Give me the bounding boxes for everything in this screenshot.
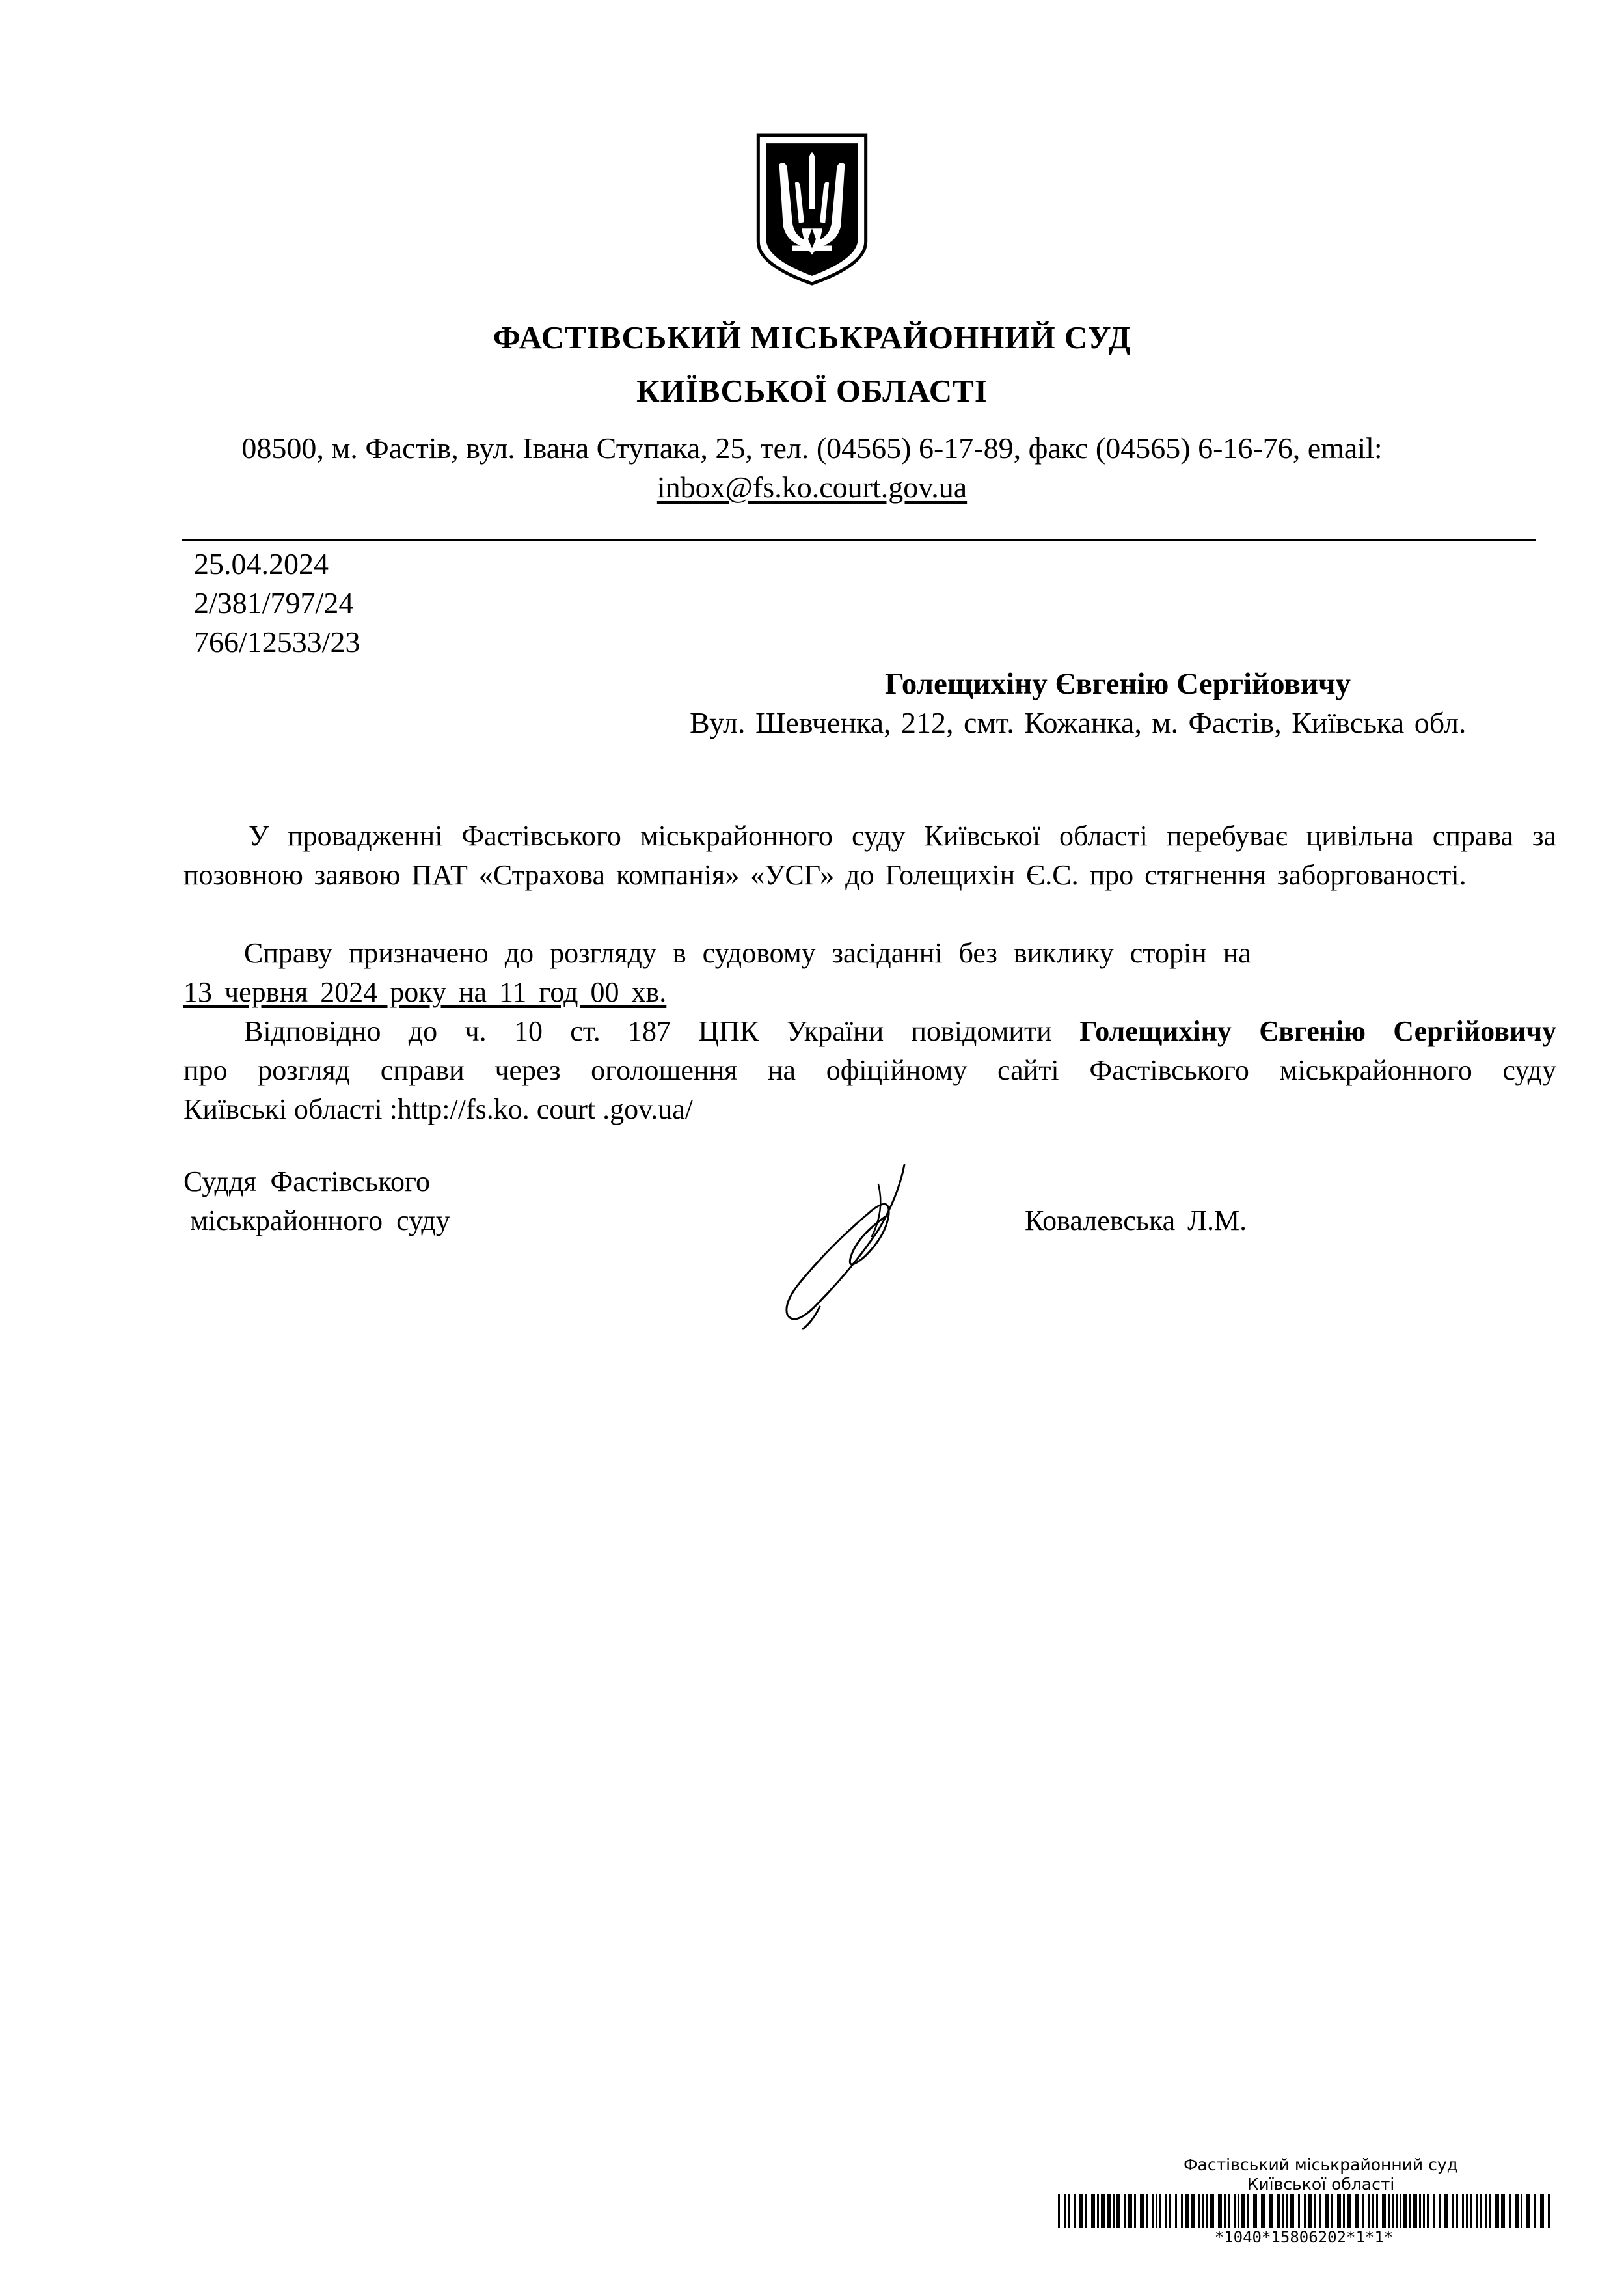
barcode-bar <box>1362 2194 1364 2228</box>
court-name-line-1: ФАСТІВСЬКИЙ МІСЬКРАЙОННИЙ СУД <box>493 320 1131 355</box>
barcode-bar <box>1113 2194 1115 2228</box>
stamp-court-name: Фастівський міськрайонний суд <box>1184 2155 1458 2174</box>
barcode-bar <box>1107 2194 1111 2228</box>
barcode-bar <box>1456 2194 1458 2228</box>
barcode-bar <box>1277 2194 1280 2228</box>
barcode-bar <box>1241 2194 1245 2228</box>
barcode-bar <box>1337 2194 1341 2228</box>
barcode-bar <box>1286 2194 1288 2228</box>
barcode-bar <box>1480 2194 1482 2228</box>
barcode-bar <box>1091 2194 1095 2228</box>
barcode-bar <box>1466 2194 1468 2228</box>
barcode-bar <box>1501 2194 1505 2228</box>
barcode-bar <box>1234 2194 1236 2228</box>
barcode-bar <box>1400 2194 1401 2228</box>
barcode-bar <box>1191 2194 1195 2228</box>
barcode-bar <box>1116 2194 1120 2228</box>
barcode-bar <box>1320 2194 1321 2228</box>
barcode-bar <box>1526 2194 1530 2228</box>
barcode-number: *1040*15806202*1*1* <box>1214 2228 1394 2246</box>
barcode-bar <box>1198 2194 1200 2228</box>
barcode-bar <box>1165 2194 1167 2228</box>
barcode-bar <box>1515 2194 1519 2228</box>
barcode-bar <box>1433 2194 1435 2228</box>
barcode-bar <box>1308 2194 1312 2228</box>
barcode-bar <box>1068 2194 1070 2228</box>
case-number: 766/12533/23 <box>194 625 360 659</box>
barcode-bar <box>1470 2194 1472 2228</box>
barcode-bar <box>1175 2194 1177 2228</box>
judge-title-line-2: міськрайонного суду <box>190 1205 450 1236</box>
barcode-bar <box>1476 2194 1478 2228</box>
body-paragraph-2: Справу призначено до розгляду в судовому засіданні без виклику сторін на <box>244 937 1251 969</box>
barcode-bar <box>1238 2194 1239 2228</box>
judge-name: Ковалевська Л.М. <box>1025 1205 1247 1236</box>
barcode-bar <box>1218 2194 1222 2228</box>
barcode-bar <box>1290 2194 1294 2228</box>
barcode-bar <box>1444 2194 1448 2228</box>
barcode-bar <box>1247 2194 1249 2228</box>
barcode-bar <box>1521 2194 1522 2228</box>
barcode-bar <box>1314 2194 1316 2228</box>
court-email-line <box>0 470 1624 504</box>
barcode-bar <box>1134 2194 1136 2228</box>
barcode-bar <box>1304 2194 1306 2228</box>
court-name-line-2: КИЇВСЬКОЇ ОБЛАСТІ <box>636 373 988 409</box>
court-email-link[interactable]: inbox@fs.ko.court.gov.ua <box>656 470 968 504</box>
signature-icon <box>774 1158 930 1334</box>
barcode-bar <box>1413 2194 1417 2228</box>
barcode-bar <box>1101 2194 1105 2228</box>
barcode-bar <box>1372 2194 1374 2228</box>
barcode-bar <box>1388 2194 1390 2228</box>
body-paragraph-3-name: Голещихіну Євгенію Сергійовичу <box>1079 1015 1557 1047</box>
barcode-bar <box>1439 2194 1441 2228</box>
stamp-region: Київської області <box>1247 2175 1395 2194</box>
barcode-bar <box>1343 2194 1345 2228</box>
barcode-bar <box>1079 2194 1083 2228</box>
barcode-bar <box>1347 2194 1351 2228</box>
barcode-bar <box>1419 2194 1421 2228</box>
barcode-bar <box>1331 2194 1333 2228</box>
barcode-bar <box>1185 2194 1189 2228</box>
barcode-bar <box>1202 2194 1204 2228</box>
barcode-bar <box>1298 2194 1300 2228</box>
barcode-bar <box>1495 2194 1499 2228</box>
barcode-bar <box>1282 2194 1284 2228</box>
barcode-bar <box>1534 2194 1536 2228</box>
barcode-bar <box>1228 2194 1230 2228</box>
barcode-bar <box>1403 2194 1407 2228</box>
barcode-bar <box>1156 2194 1157 2228</box>
barcode-bar <box>1097 2194 1099 2228</box>
barcode-bar <box>1124 2194 1126 2228</box>
hearing-date: 13 червня 2024 року на 11 год 00 хв. <box>183 976 667 1008</box>
barcode-bar <box>1376 2194 1378 2228</box>
barcode-bar <box>1146 2194 1148 2228</box>
barcode-bar <box>1159 2194 1161 2228</box>
barcode-bar <box>1409 2194 1411 2228</box>
barcode-bar <box>1085 2194 1087 2228</box>
judge-title-line-1: Суддя Фастівського <box>183 1165 430 1197</box>
addressee-address: Вул. Шевченка, 212, смт. Кожанка, м. Фастів, Київська обл. <box>690 706 1467 739</box>
barcode-bar <box>1064 2194 1066 2228</box>
barcode-bar <box>1210 2194 1214 2228</box>
barcode-bar <box>1269 2194 1273 2228</box>
barcode-bar <box>1169 2194 1171 2228</box>
barcode-bar <box>1058 2194 1060 2228</box>
body-paragraph-3-line-1 <box>244 1012 1556 1051</box>
barcode-bar <box>1368 2194 1370 2228</box>
barcode-bar <box>1355 2194 1359 2228</box>
coat-of-arms-icon <box>753 130 871 288</box>
barcode-bar <box>1489 2194 1491 2228</box>
barcode-bar <box>1181 2194 1183 2228</box>
barcode-bar <box>1485 2194 1487 2228</box>
barcode-bar <box>1427 2194 1429 2228</box>
barcode-bar <box>1152 2194 1154 2228</box>
outgoing-number: 2/381/797/24 <box>194 586 354 620</box>
barcode-bar <box>1452 2194 1454 2228</box>
barcode-bar <box>1396 2194 1398 2228</box>
barcode-bar <box>1140 2194 1144 2228</box>
barcode-bar <box>1382 2194 1386 2228</box>
barcode-bar <box>1261 2194 1265 2228</box>
barcode-bar <box>1224 2194 1226 2228</box>
barcode-bar <box>1392 2194 1394 2228</box>
barcode-icon <box>1057 2194 1551 2228</box>
body-paragraph-1: У провадженні Фастівського міськрайонного суду Київської області перебуває цивільна справа за позовною заявою ПАТ «Страхова компанія» «УСГ» до Голещихін Є.С. про стягнення заборгованості. <box>183 820 1556 891</box>
header-divider <box>182 539 1536 541</box>
barcode-bar <box>1325 2194 1329 2228</box>
barcode-bar <box>1548 2194 1550 2228</box>
barcode-bar <box>1540 2194 1544 2228</box>
body-paragraph-3-line-2: про розгляд справи через оголошення на офіційному сайті Фастівського міськрайонного суду <box>183 1054 1556 1086</box>
addressee-name: Голещихіну Євгенію Сергійовичу <box>885 667 1351 701</box>
document-date: 25.04.2024 <box>194 547 329 580</box>
barcode-bar <box>1462 2194 1464 2228</box>
barcode-bar <box>1074 2194 1076 2228</box>
body-paragraph-3-start: Відповідно до ч. 10 ст. 187 ЦПК України повідомити <box>244 1015 1052 1047</box>
barcode-bar <box>1253 2194 1257 2228</box>
barcode-bar <box>1509 2194 1511 2228</box>
barcode-bar <box>1423 2194 1425 2228</box>
court-contact-line: 08500, м. Фастів, вул. Івана Ступака, 25, тел. (04565) 6-17-89, факс (04565) 6-16-76, email: <box>241 431 1383 465</box>
barcode-bar <box>1206 2194 1208 2228</box>
body-paragraph-3-line-3: Київські області :http://fs.ko. court .gov.ua/ <box>183 1093 694 1125</box>
barcode-bar <box>1128 2194 1132 2228</box>
